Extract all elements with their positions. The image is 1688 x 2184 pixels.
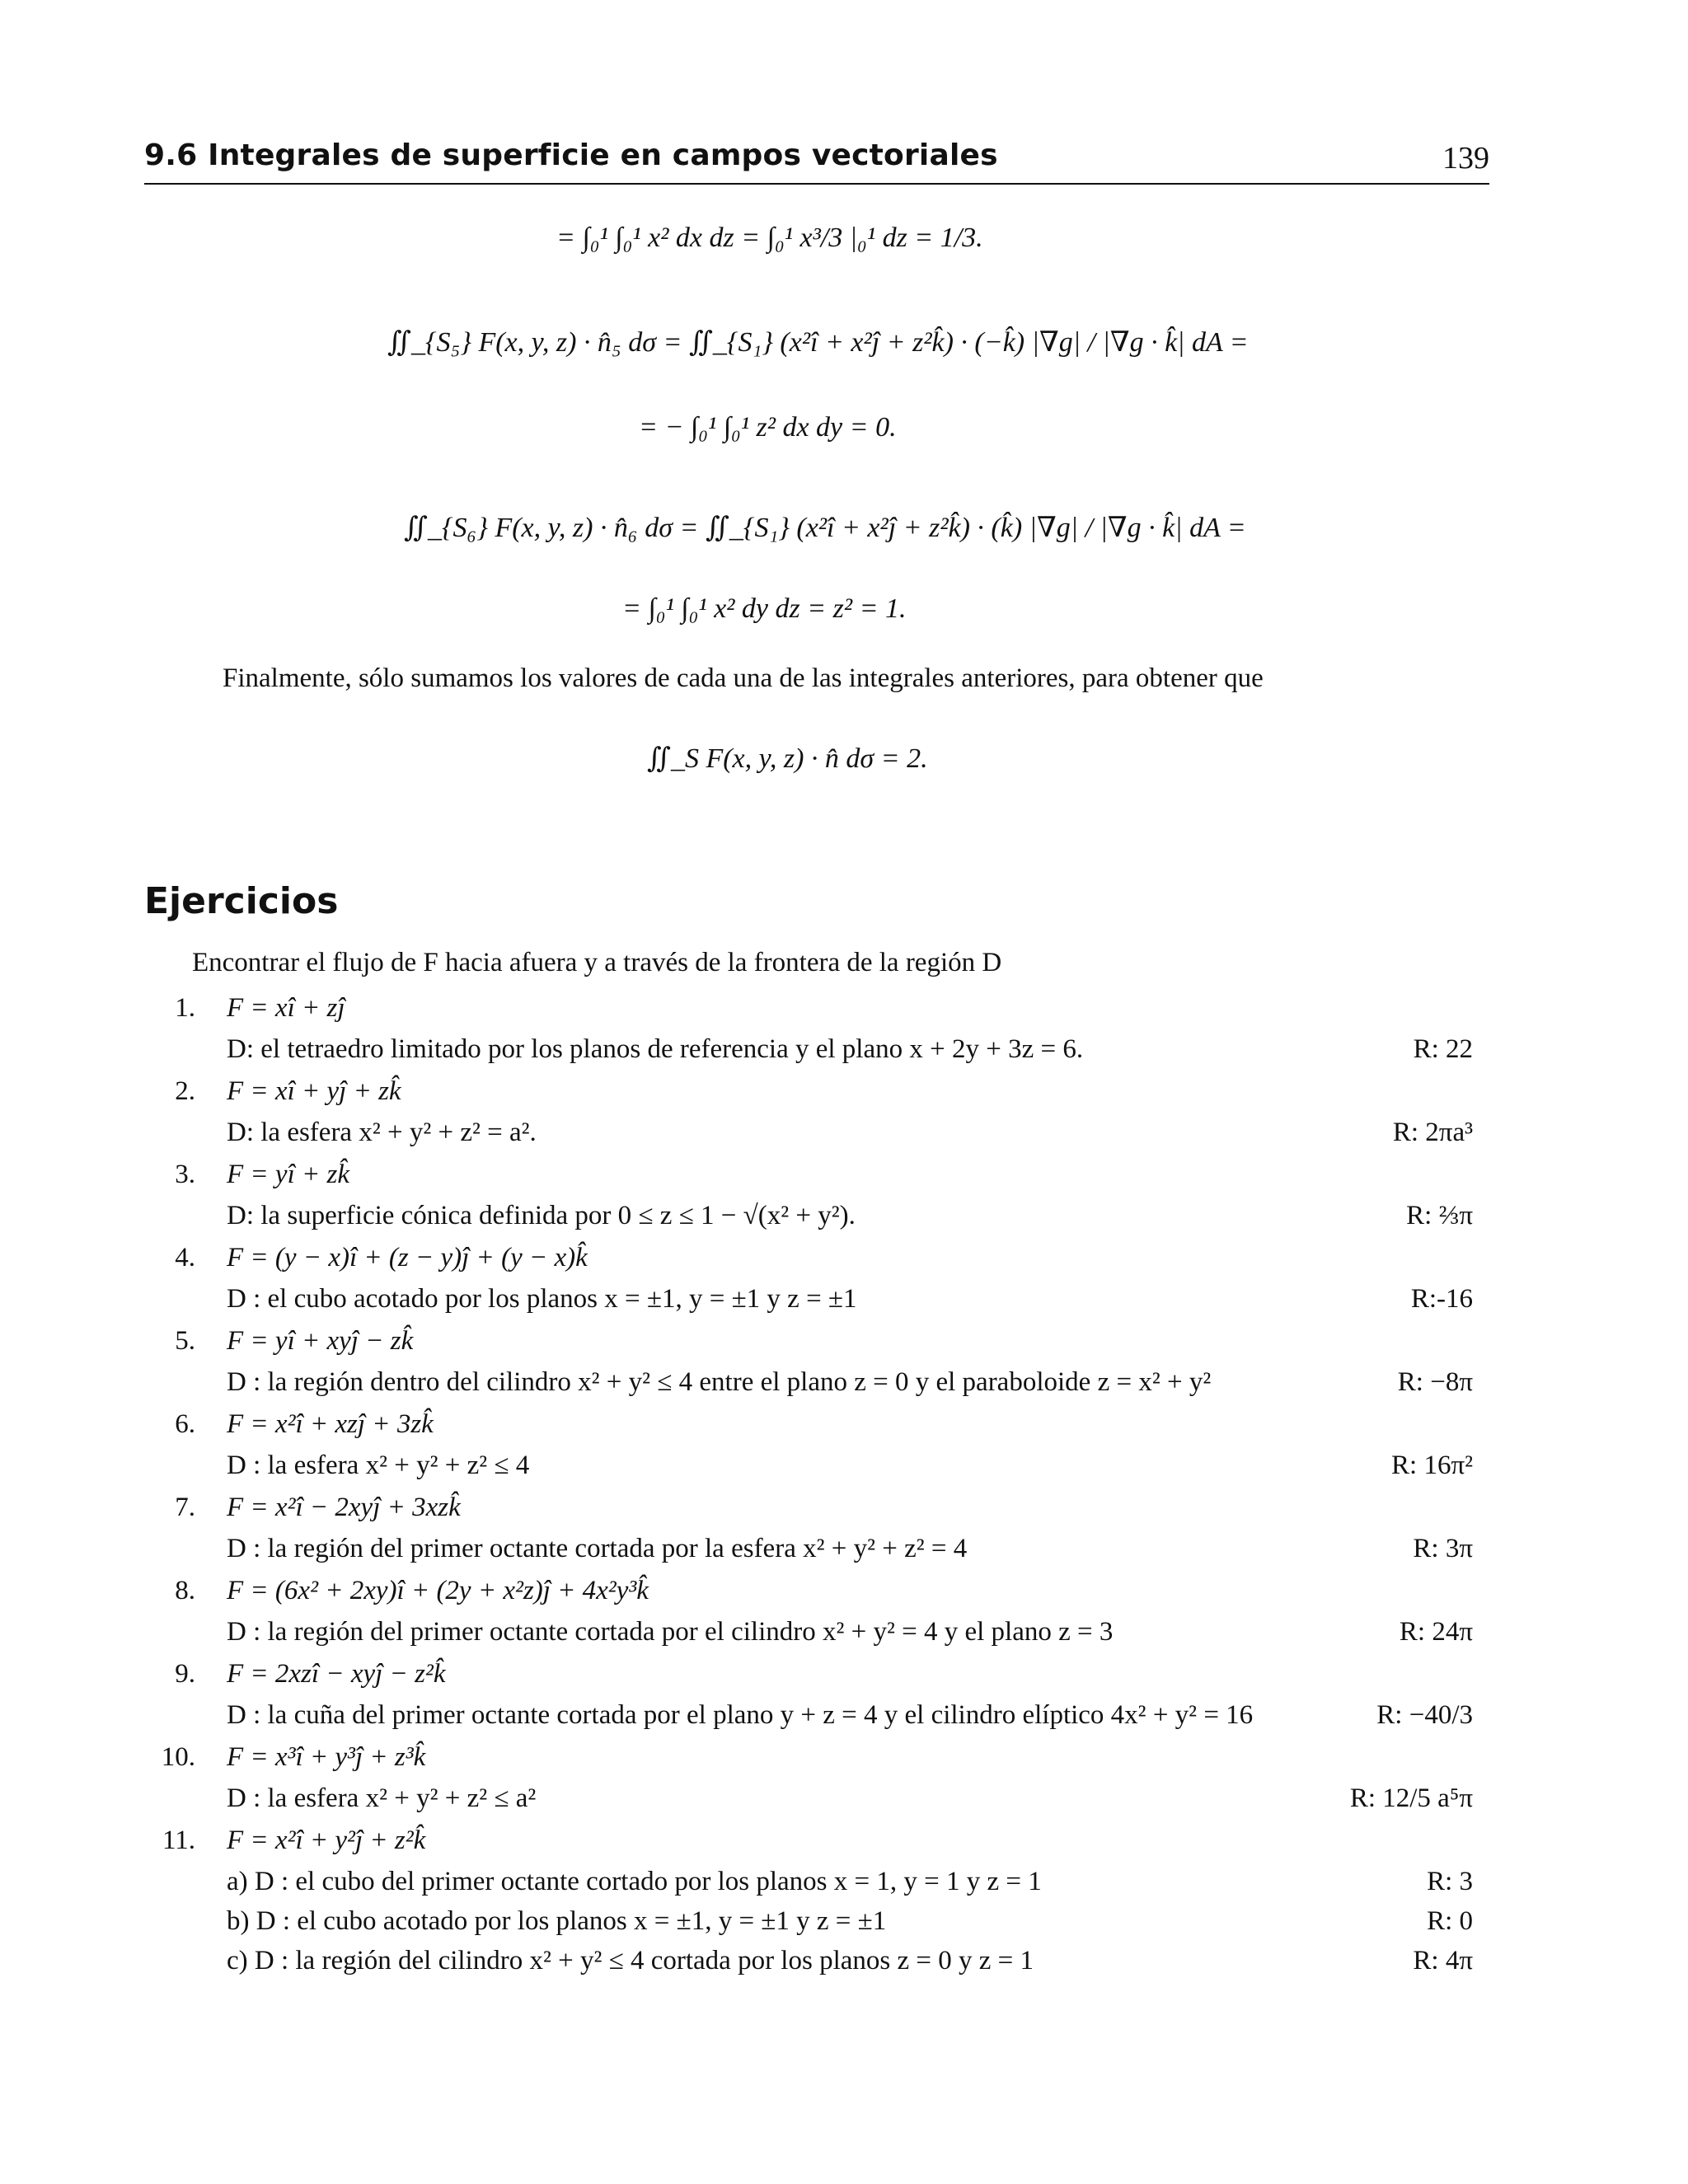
equation-line-2: ∬_{S₅} F(x, y, z) · n̂₅ dσ = ∬_{S₁} (x²î + x²ĵ + z²k̂) · (−k̂) |∇g| / |∇g · k̂| dA = bbox=[387, 327, 1249, 358]
exercise-region: D : la cuña del primer octante cortada por el plano y + z = 4 y el cilindro elíptico 4x² + y² = 16 bbox=[227, 1700, 1254, 1730]
exercise-item bbox=[144, 1742, 1473, 1825]
exercise-item bbox=[144, 1076, 1473, 1160]
header-rule bbox=[144, 183, 1489, 185]
exercise-number: 10. bbox=[161, 1742, 195, 1772]
exercise-item bbox=[144, 1659, 1473, 1742]
exercise-field: F = x²î + xzĵ + 3zk̂ bbox=[227, 1409, 434, 1439]
exercise-number: 2. bbox=[175, 1076, 195, 1106]
exercise-field: F = yî + zk̂ bbox=[227, 1160, 349, 1189]
exercise-number: 1. bbox=[175, 993, 195, 1023]
exercise-answer: R: ⅔π bbox=[1406, 1201, 1473, 1230]
exercise-field: F = x²î + y²ĵ + z²k̂ bbox=[227, 1825, 426, 1855]
exercise-answer: R: 22 bbox=[1413, 1034, 1473, 1064]
exercise-region: D: el tetraedro limitado por los planos de referencia y el plano x + 2y + 3z = 6. bbox=[227, 1034, 1084, 1064]
exercise-number: 6. bbox=[175, 1409, 195, 1439]
exercise-field: F = xî + zĵ bbox=[227, 993, 345, 1023]
exercise-subitem bbox=[144, 1946, 1473, 1985]
exercise-answer: R: 12/5 a⁵π bbox=[1349, 1783, 1473, 1813]
equation-line-4: ∬_{S₆} F(x, y, z) · n̂₆ dσ = ∬_{S₁} (x²î + x²ĵ + z²k̂) · (k̂) |∇g| / |∇g · k̂| dA = bbox=[404, 513, 1246, 543]
equation-line-1: = ∫₀¹ ∫₀¹ x² dx dz = ∫₀¹ x³/3 |₀¹ dz = 1/3. bbox=[556, 223, 983, 253]
exercise-subitem-region: a) D : el cubo del primer octante cortado por los planos x = 1, y = 1 y z = 1 bbox=[227, 1867, 1042, 1896]
exercise-region: D : la región del primer octante cortada por el cilindro x² + y² = 4 y el plano z = 3 bbox=[227, 1617, 1114, 1647]
exercise-item bbox=[144, 1243, 1473, 1326]
exercise-item bbox=[144, 1160, 1473, 1243]
exercise-answer: R: −40/3 bbox=[1376, 1700, 1473, 1730]
conclusion-text: Finalmente, sólo sumamos los valores de cada una de las integrales anteriores, para obtener que bbox=[223, 663, 1264, 693]
exercise-list bbox=[144, 993, 1473, 1985]
exercise-subitem-region: b) D : el cubo acotado por los planos x = ±1, y = ±1 y z = ±1 bbox=[227, 1906, 887, 1936]
exercise-answer: R:-16 bbox=[1410, 1284, 1473, 1314]
exercise-field: F = x²î − 2xyĵ + 3xzk̂ bbox=[227, 1493, 461, 1522]
equation-line-3: = − ∫₀¹ ∫₀¹ z² dx dy = 0. bbox=[639, 412, 897, 443]
exercise-subitem bbox=[144, 1906, 1473, 1946]
exercise-answer: R: 24π bbox=[1399, 1617, 1473, 1647]
exercise-field: F = xî + yĵ + zk̂ bbox=[227, 1076, 401, 1106]
exercise-field: F = (6x² + 2xy)î + (2y + x²z)ĵ + 4x²y³k̂ bbox=[227, 1576, 649, 1605]
exercise-subitem-answer: R: 0 bbox=[1427, 1906, 1473, 1936]
exercise-number: 8. bbox=[175, 1576, 195, 1605]
exercise-item bbox=[144, 1576, 1473, 1659]
exercise-subitem bbox=[144, 1867, 1473, 1906]
exercise-item bbox=[144, 993, 1473, 1076]
exercise-item bbox=[144, 1825, 1473, 1867]
exercise-item bbox=[144, 1409, 1473, 1493]
running-header bbox=[144, 138, 1489, 188]
exercise-answer: R: 16π² bbox=[1391, 1451, 1473, 1480]
exercise-number: 9. bbox=[175, 1659, 195, 1689]
exercises-heading: Ejercicios bbox=[144, 880, 339, 922]
exercise-number: 7. bbox=[175, 1493, 195, 1522]
exercise-number: 11. bbox=[162, 1825, 195, 1855]
equation-line-5: = ∫₀¹ ∫₀¹ x² dy dz = z² = 1. bbox=[622, 593, 907, 624]
exercise-answer: R: 2πa³ bbox=[1392, 1118, 1473, 1147]
exercise-subitem-answer: R: 3 bbox=[1427, 1867, 1473, 1896]
exercise-region: D : la esfera x² + y² + z² ≤ a² bbox=[227, 1783, 537, 1813]
exercise-region: D: la esfera x² + y² + z² = a². bbox=[227, 1118, 537, 1147]
exercise-field: F = 2xzî − xyĵ − z²k̂ bbox=[227, 1659, 446, 1689]
final-equation: ∬_S F(x, y, z) · n̂ dσ = 2. bbox=[647, 743, 928, 774]
exercise-field: F = x³î + y³ĵ + z³k̂ bbox=[227, 1742, 426, 1772]
exercise-field: F = (y − x)î + (z − y)ĵ + (y − x)k̂ bbox=[227, 1243, 588, 1272]
exercise-number: 4. bbox=[175, 1243, 195, 1272]
exercise-region: D : la esfera x² + y² + z² ≤ 4 bbox=[227, 1451, 530, 1480]
exercise-item bbox=[144, 1326, 1473, 1409]
exercise-answer: R: −8π bbox=[1397, 1367, 1473, 1397]
exercise-subitem-answer: R: 4π bbox=[1413, 1946, 1473, 1975]
exercise-field: F = yî + xyĵ − zk̂ bbox=[227, 1326, 414, 1356]
exercise-subitem-region: c) D : la región del cilindro x² + y² ≤ 4 cortada por los planos z = 0 y z = 1 bbox=[227, 1946, 1034, 1975]
exercise-region: D : el cubo acotado por los planos x = ±1, y = ±1 y z = ±1 bbox=[227, 1284, 857, 1314]
exercise-item bbox=[144, 1493, 1473, 1576]
exercise-number: 3. bbox=[175, 1160, 195, 1189]
exercise-region: D: la superficie cónica definida por 0 ≤ z ≤ 1 − √(x² + y²). bbox=[227, 1201, 856, 1230]
page-number: 139 bbox=[1442, 141, 1489, 176]
exercise-region: D : la región dentro del cilindro x² + y² ≤ 4 entre el plano z = 0 y el paraboloide z = x² + y² bbox=[227, 1367, 1212, 1397]
exercise-answer: R: 3π bbox=[1413, 1534, 1473, 1563]
exercises-intro: Encontrar el flujo de F hacia afuera y a través de la frontera de la región D bbox=[192, 948, 1002, 977]
exercise-number: 5. bbox=[175, 1326, 195, 1356]
section-heading: 9.6 Integrales de superficie en campos vectoriales bbox=[144, 138, 998, 172]
exercise-region: D : la región del primer octante cortada por la esfera x² + y² + z² = 4 bbox=[227, 1534, 968, 1563]
